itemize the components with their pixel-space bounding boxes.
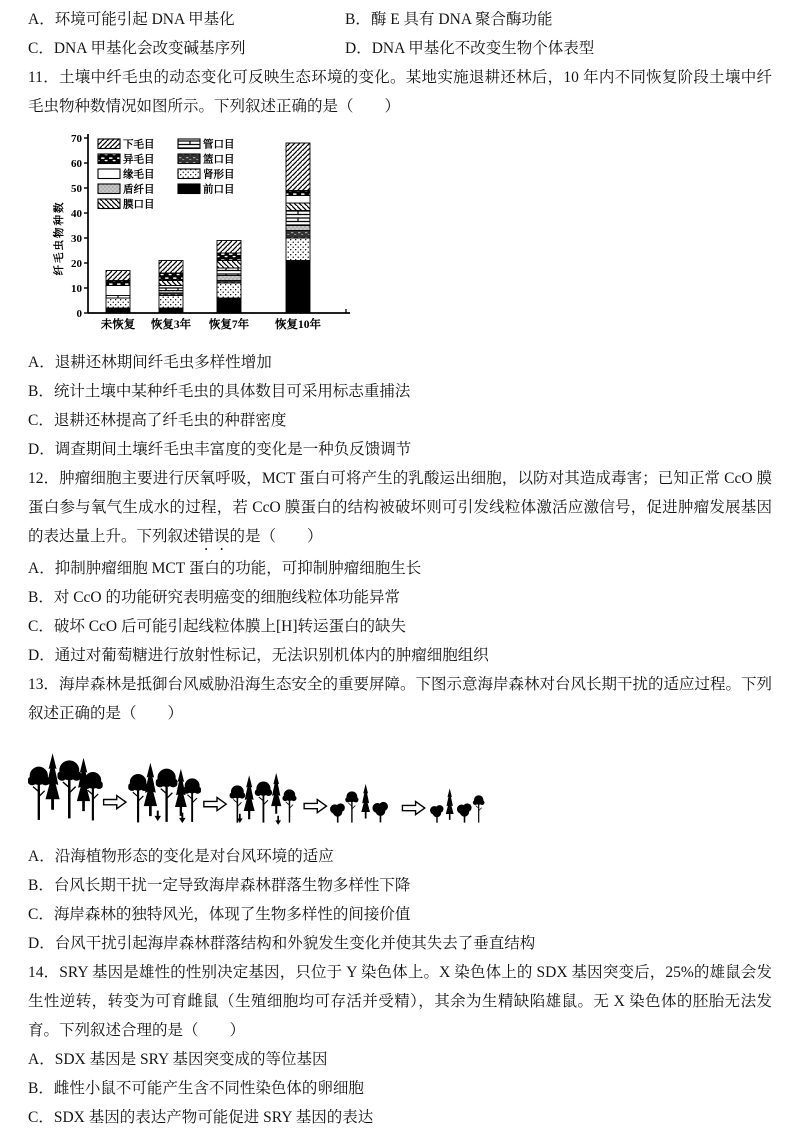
q11-option-a: A．退耕还林期间纤毛虫多样性增加 xyxy=(28,354,272,371)
q12-stem xyxy=(28,464,772,554)
coastal-forest-figure-svg xyxy=(28,734,490,829)
svg-text:恢复7年: 恢复7年 xyxy=(208,319,250,331)
forest-stage-2 xyxy=(128,763,201,823)
q12-stem-tail: 的是（ ） xyxy=(229,528,323,545)
forest-stage-3 xyxy=(229,773,296,825)
svg-text:恢复10年: 恢复10年 xyxy=(275,319,321,331)
svg-text:缘毛目: 缘毛目 xyxy=(123,169,155,181)
q12-option-a: A．抑制肿瘤细胞 MCT 蛋白的功能，可抑制肿瘤细胞生长 xyxy=(28,560,422,577)
q11-option-c: C．退耕还林提高了纤毛虫的种群密度 xyxy=(28,412,287,429)
svg-text:恢复3年: 恢复3年 xyxy=(150,319,192,331)
svg-text:肾形目: 肾形目 xyxy=(203,169,235,181)
q13-option-a: A．沿海植物形态的变化是对台风环境的适应 xyxy=(28,848,334,865)
svg-text:膜口目: 膜口目 xyxy=(123,199,155,211)
q10-option-b: B．酶 E 具有 DNA 聚合酶功能 xyxy=(345,11,553,28)
q14-option-c: C．SDX 基因的表达产物可能促进 SRY 基因的表达 xyxy=(28,1109,374,1126)
svg-text:管口目: 管口目 xyxy=(203,139,235,151)
q12-option-d: D．通过对葡萄糖进行放射性标记，无法识别机体内的肿瘤细胞组织 xyxy=(28,647,489,664)
svg-text:纤毛虫物种数: 纤毛虫物种数 xyxy=(54,200,65,276)
q13-option-b: B．台风长期干扰一定导致海岸森林群落生物多样性下降 xyxy=(28,877,411,894)
forest-stage-5 xyxy=(430,788,484,822)
ciliate-chart-svg xyxy=(52,126,354,334)
svg-text:前口目: 前口目 xyxy=(203,184,235,196)
svg-text:30: 30 xyxy=(71,233,82,245)
svg-text:盾纤目: 盾纤目 xyxy=(123,184,155,196)
succession-arrow-icon xyxy=(304,799,326,812)
svg-text:50: 50 xyxy=(71,183,82,195)
q12-option-b: B．对 CcO 的功能研究表明癌变的细胞线粒体功能异常 xyxy=(28,589,401,606)
q10-option-c: C．DNA 甲基化会改变碱基序列 xyxy=(28,40,246,57)
q12-option-c: C．破坏 CcO 后可能引起线粒体膜上[H]转运蛋白的缺失 xyxy=(28,618,407,635)
succession-arrow-icon xyxy=(204,798,226,811)
svg-text:异毛目: 异毛目 xyxy=(123,154,155,166)
q11-stem: 11．土壤中纤毛虫的动态变化可反映生态环境的变化。某地实施退耕还林后，10 年内不同恢复阶段土壤中纤毛虫物种数情况如图所示。下列叙述正确的是（ ） xyxy=(28,69,772,115)
svg-text:70: 70 xyxy=(71,133,82,145)
svg-text:篮口目: 篮口目 xyxy=(203,154,235,166)
ciliate-species-chart xyxy=(52,126,772,344)
q12-stem-emphasis: 错误 xyxy=(198,528,230,545)
svg-text:40: 40 xyxy=(71,208,82,220)
q14-option-b: B．雌性小鼠不可能产生含不同性染色体的卵细胞 xyxy=(28,1080,364,1097)
q12-options xyxy=(28,554,772,670)
coastal-forest-figure xyxy=(28,734,772,839)
svg-text:0: 0 xyxy=(76,308,82,320)
q10-option-a: A．环境可能引起 DNA 甲基化 xyxy=(28,11,235,28)
svg-text:10: 10 xyxy=(71,283,82,295)
q13-options xyxy=(28,842,772,958)
q10-option-row-2 xyxy=(28,34,772,63)
svg-text:未恢复: 未恢复 xyxy=(100,319,136,331)
q14-options xyxy=(28,1045,772,1132)
q11-options xyxy=(28,348,772,464)
svg-text:20: 20 xyxy=(71,258,82,270)
svg-text:60: 60 xyxy=(71,158,82,170)
q11-option-b: B．统计土壤中某种纤毛虫的具体数目可采用标志重捕法 xyxy=(28,383,411,400)
q13-option-c: C．海岸森林的独特风光，体现了生物多样性的间接价值 xyxy=(28,906,411,923)
q10-option-d: D．DNA 甲基化不改变生物个体表型 xyxy=(345,40,595,57)
q14-stem: 14．SRY 基因是雄性的性别决定基因，只位于 Y 染色体上。X 染色体上的 SDX 基因突变后，25%的雄鼠会发生性逆转，转变为可育雌鼠（生殖细胞均可存活并受精），其余为生精缺陷雄鼠。无 X 染色体的胚胎无法发育。下列叙述合理的是（ ） xyxy=(28,964,772,1039)
q13-stem: 13．海岸森林是抵御台风威胁沿海生态安全的重要屏障。下图示意海岸森林对台风长期干扰的适应过程。下列叙述正确的是（ ） xyxy=(28,676,773,722)
succession-arrow-icon xyxy=(402,801,424,814)
q13-option-d: D．台风干扰引起海岸森林群落结构和外貌发生变化并使其失去了垂直结构 xyxy=(28,935,536,952)
q10-option-row-1 xyxy=(28,5,772,34)
q12-stem-text: 12．肿瘤细胞主要进行厌氧呼吸，MCT 蛋白可将产生的乳酸运出细胞，以防对其造成毒害；已知正常 CcO 膜蛋白参与氧气生成水的过程，若 CcO 膜蛋白的结构被破坏则可引发线粒体激活应激信号，促进肿瘤发展基因的表达量上升。下列叙述 xyxy=(28,470,772,545)
svg-text:下毛目: 下毛目 xyxy=(123,139,155,151)
q11-option-d: D．调查期间土壤纤毛虫丰富度的变化是一种负反馈调节 xyxy=(28,441,412,458)
succession-arrow-icon xyxy=(104,796,126,809)
q14-option-a: A．SDX 基因是 SRY 基因突变成的等位基因 xyxy=(28,1051,328,1068)
forest-stage-1 xyxy=(28,753,103,820)
forest-stage-4 xyxy=(330,784,388,823)
